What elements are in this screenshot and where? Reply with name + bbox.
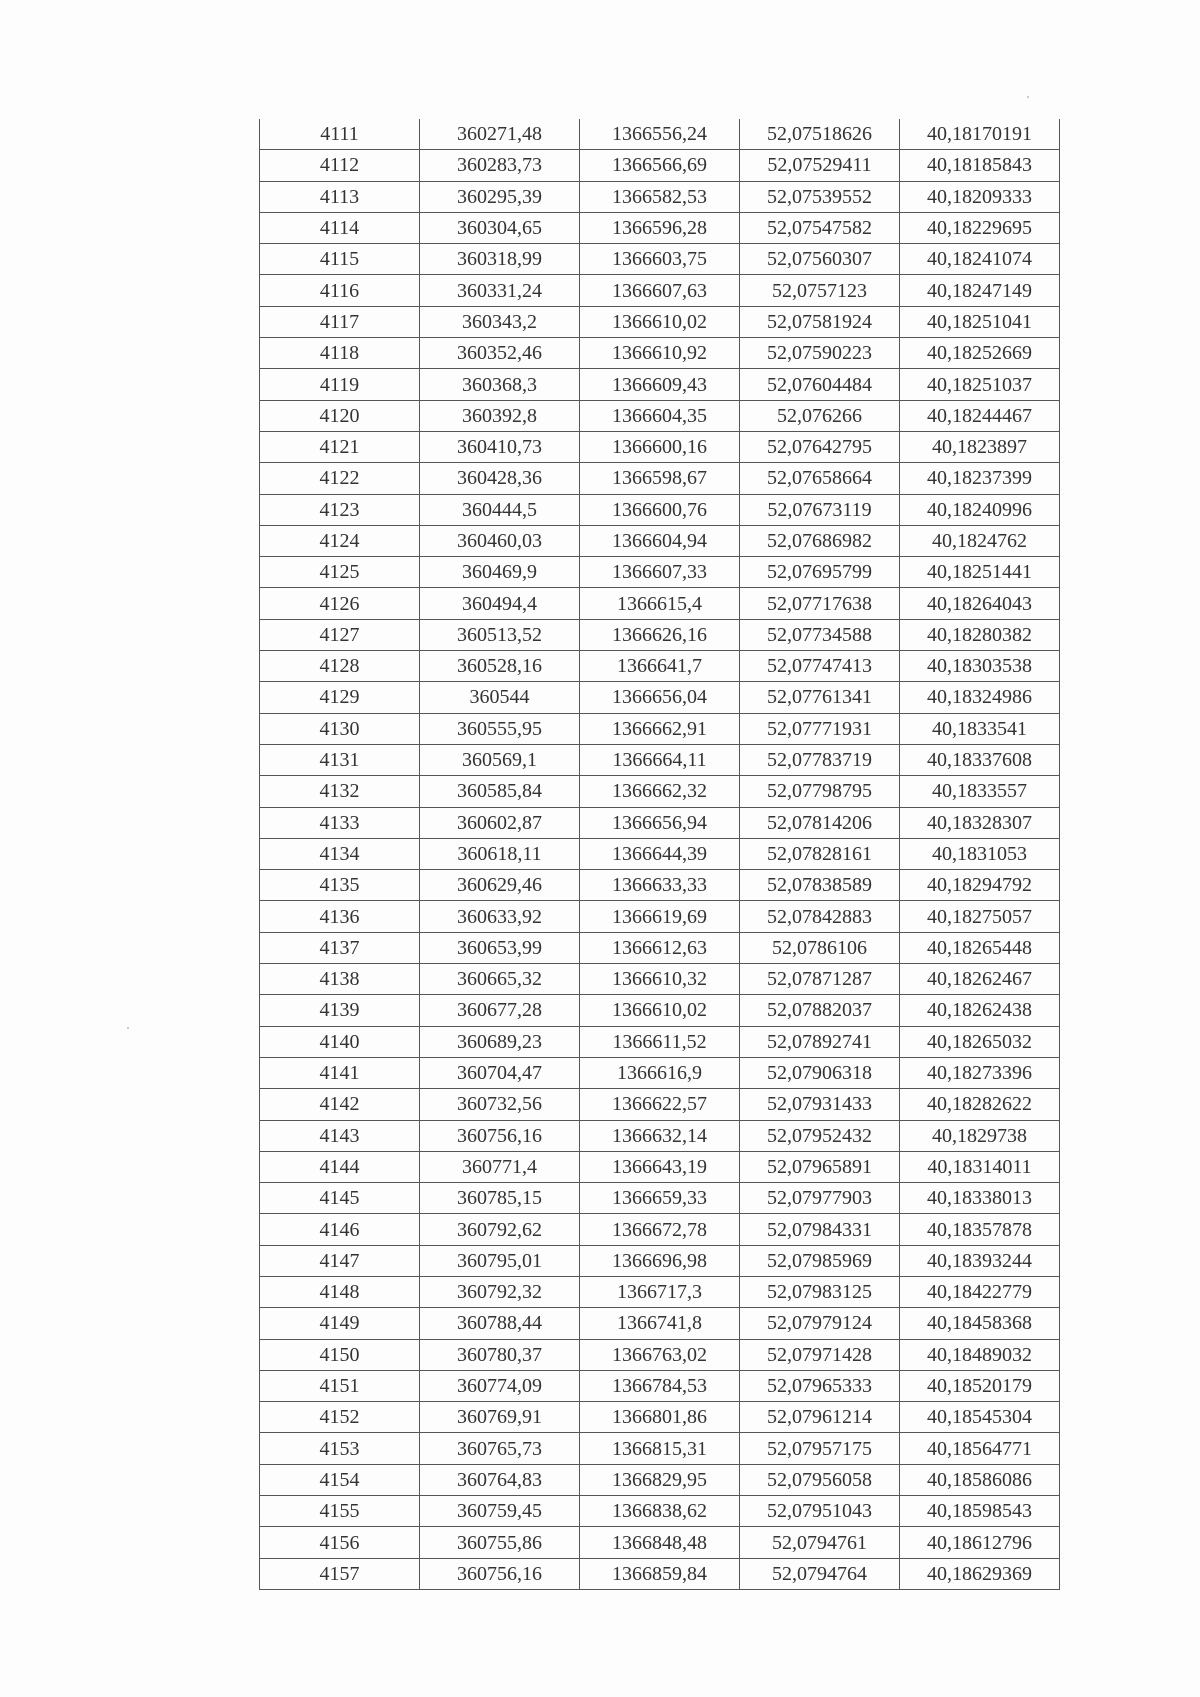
point-number-cell: 4145 — [260, 1183, 420, 1214]
table-row — [260, 807, 1060, 838]
x-coordinate-cell: 360618,11 — [420, 838, 580, 869]
point-number-cell: 4137 — [260, 932, 420, 963]
table-row — [260, 494, 1060, 525]
longitude-cell: 40,1831053 — [900, 838, 1060, 869]
x-coordinate-cell: 360304,65 — [420, 212, 580, 243]
latitude-cell: 52,07642795 — [740, 431, 900, 462]
y-coordinate-cell: 1366611,52 — [580, 1026, 740, 1057]
point-number-cell: 4143 — [260, 1120, 420, 1151]
x-coordinate-cell: 360732,56 — [420, 1089, 580, 1120]
y-coordinate-cell: 1366626,16 — [580, 619, 740, 650]
point-number-cell: 4121 — [260, 431, 420, 462]
table-row — [260, 1151, 1060, 1182]
x-coordinate-cell: 360765,73 — [420, 1433, 580, 1464]
table-row — [260, 463, 1060, 494]
longitude-cell: 40,18612796 — [900, 1527, 1060, 1558]
x-coordinate-cell: 360785,15 — [420, 1183, 580, 1214]
latitude-cell: 52,07581924 — [740, 306, 900, 337]
point-number-cell: 4113 — [260, 181, 420, 212]
longitude-cell: 40,18240996 — [900, 494, 1060, 525]
longitude-cell: 40,18241074 — [900, 244, 1060, 275]
point-number-cell: 4127 — [260, 619, 420, 650]
x-coordinate-cell: 360271,48 — [420, 119, 580, 150]
latitude-cell: 52,07814206 — [740, 807, 900, 838]
x-coordinate-cell: 360513,52 — [420, 619, 580, 650]
y-coordinate-cell: 1366815,31 — [580, 1433, 740, 1464]
table-row — [260, 338, 1060, 369]
x-coordinate-cell: 360792,32 — [420, 1276, 580, 1307]
longitude-cell: 40,18170191 — [900, 119, 1060, 150]
longitude-cell: 40,18275057 — [900, 901, 1060, 932]
longitude-cell: 40,18251037 — [900, 369, 1060, 400]
y-coordinate-cell: 1366600,76 — [580, 494, 740, 525]
table-row — [260, 995, 1060, 1026]
y-coordinate-cell: 1366643,19 — [580, 1151, 740, 1182]
point-number-cell: 4150 — [260, 1339, 420, 1370]
longitude-cell: 40,18209333 — [900, 181, 1060, 212]
longitude-cell: 40,18282622 — [900, 1089, 1060, 1120]
y-coordinate-cell: 1366607,33 — [580, 557, 740, 588]
longitude-cell: 40,18262467 — [900, 964, 1060, 995]
y-coordinate-cell: 1366656,04 — [580, 682, 740, 713]
longitude-cell: 40,18337608 — [900, 744, 1060, 775]
y-coordinate-cell: 1366596,28 — [580, 212, 740, 243]
latitude-cell: 52,0786106 — [740, 932, 900, 963]
latitude-cell: 52,07977903 — [740, 1183, 900, 1214]
latitude-cell: 52,07547582 — [740, 212, 900, 243]
y-coordinate-cell: 1366582,53 — [580, 181, 740, 212]
latitude-cell: 52,07882037 — [740, 995, 900, 1026]
y-coordinate-cell: 1366600,16 — [580, 431, 740, 462]
table-row — [260, 181, 1060, 212]
table-row — [260, 1496, 1060, 1527]
point-number-cell: 4119 — [260, 369, 420, 400]
table-row — [260, 1183, 1060, 1214]
x-coordinate-cell: 360759,45 — [420, 1496, 580, 1527]
longitude-cell: 40,18545304 — [900, 1402, 1060, 1433]
x-coordinate-cell: 360755,86 — [420, 1527, 580, 1558]
x-coordinate-cell: 360569,1 — [420, 744, 580, 775]
longitude-cell: 40,1823897 — [900, 431, 1060, 462]
y-coordinate-cell: 1366598,67 — [580, 463, 740, 494]
latitude-cell: 52,07590223 — [740, 338, 900, 369]
longitude-cell: 40,18598543 — [900, 1496, 1060, 1527]
latitude-cell: 52,07931433 — [740, 1089, 900, 1120]
y-coordinate-cell: 1366622,57 — [580, 1089, 740, 1120]
table-row — [260, 1402, 1060, 1433]
point-number-cell: 4136 — [260, 901, 420, 932]
latitude-cell: 52,07529411 — [740, 150, 900, 181]
y-coordinate-cell: 1366664,11 — [580, 744, 740, 775]
y-coordinate-cell: 1366656,94 — [580, 807, 740, 838]
y-coordinate-cell: 1366619,69 — [580, 901, 740, 932]
point-number-cell: 4129 — [260, 682, 420, 713]
latitude-cell: 52,07747413 — [740, 651, 900, 682]
x-coordinate-cell: 360653,99 — [420, 932, 580, 963]
latitude-cell: 52,07673119 — [740, 494, 900, 525]
latitude-cell: 52,07906318 — [740, 1057, 900, 1088]
latitude-cell: 52,07828161 — [740, 838, 900, 869]
y-coordinate-cell: 1366848,48 — [580, 1527, 740, 1558]
table-row — [260, 400, 1060, 431]
x-coordinate-cell: 360343,2 — [420, 306, 580, 337]
point-number-cell: 4134 — [260, 838, 420, 869]
x-coordinate-cell: 360633,92 — [420, 901, 580, 932]
latitude-cell: 52,0794761 — [740, 1527, 900, 1558]
latitude-cell: 52,07695799 — [740, 557, 900, 588]
x-coordinate-cell: 360769,91 — [420, 1402, 580, 1433]
point-number-cell: 4144 — [260, 1151, 420, 1182]
coordinates-table — [259, 119, 1060, 1590]
latitude-cell: 52,076266 — [740, 400, 900, 431]
x-coordinate-cell: 360788,44 — [420, 1308, 580, 1339]
latitude-cell: 52,07717638 — [740, 588, 900, 619]
latitude-cell: 52,07518626 — [740, 119, 900, 150]
longitude-cell: 40,18273396 — [900, 1057, 1060, 1088]
table-row — [260, 1370, 1060, 1401]
point-number-cell: 4138 — [260, 964, 420, 995]
table-row — [260, 838, 1060, 869]
x-coordinate-cell: 360392,8 — [420, 400, 580, 431]
latitude-cell: 52,07871287 — [740, 964, 900, 995]
table-row — [260, 776, 1060, 807]
longitude-cell: 40,18393244 — [900, 1245, 1060, 1276]
point-number-cell: 4117 — [260, 306, 420, 337]
longitude-cell: 40,18251041 — [900, 306, 1060, 337]
point-number-cell: 4131 — [260, 744, 420, 775]
point-number-cell: 4147 — [260, 1245, 420, 1276]
y-coordinate-cell: 1366838,62 — [580, 1496, 740, 1527]
point-number-cell: 4130 — [260, 713, 420, 744]
x-coordinate-cell: 360368,3 — [420, 369, 580, 400]
point-number-cell: 4135 — [260, 870, 420, 901]
point-number-cell: 4112 — [260, 150, 420, 181]
latitude-cell: 52,07771931 — [740, 713, 900, 744]
longitude-cell: 40,18280382 — [900, 619, 1060, 650]
latitude-cell: 52,07842883 — [740, 901, 900, 932]
point-number-cell: 4152 — [260, 1402, 420, 1433]
x-coordinate-cell: 360585,84 — [420, 776, 580, 807]
longitude-cell: 40,18185843 — [900, 150, 1060, 181]
table-row — [260, 1120, 1060, 1151]
point-number-cell: 4155 — [260, 1496, 420, 1527]
point-number-cell: 4156 — [260, 1527, 420, 1558]
x-coordinate-cell: 360352,46 — [420, 338, 580, 369]
table-row — [260, 1464, 1060, 1495]
table-row — [260, 1026, 1060, 1057]
x-coordinate-cell: 360469,9 — [420, 557, 580, 588]
point-number-cell: 4111 — [260, 119, 420, 150]
y-coordinate-cell: 1366784,53 — [580, 1370, 740, 1401]
longitude-cell: 40,18520179 — [900, 1370, 1060, 1401]
latitude-cell: 52,07686982 — [740, 525, 900, 556]
longitude-cell: 40,18265448 — [900, 932, 1060, 963]
table-row — [260, 369, 1060, 400]
longitude-cell: 40,18237399 — [900, 463, 1060, 494]
point-number-cell: 4153 — [260, 1433, 420, 1464]
table-row — [260, 588, 1060, 619]
x-coordinate-cell: 360774,09 — [420, 1370, 580, 1401]
y-coordinate-cell: 1366556,24 — [580, 119, 740, 150]
longitude-cell: 40,18338013 — [900, 1183, 1060, 1214]
y-coordinate-cell: 1366696,98 — [580, 1245, 740, 1276]
point-number-cell: 4157 — [260, 1558, 420, 1589]
table-row — [260, 1433, 1060, 1464]
longitude-cell: 40,18489032 — [900, 1339, 1060, 1370]
table-row — [260, 1214, 1060, 1245]
latitude-cell: 52,07984331 — [740, 1214, 900, 1245]
longitude-cell: 40,18244467 — [900, 400, 1060, 431]
x-coordinate-cell: 360528,16 — [420, 651, 580, 682]
longitude-cell: 40,18314011 — [900, 1151, 1060, 1182]
latitude-cell: 52,0757123 — [740, 275, 900, 306]
latitude-cell: 52,07539552 — [740, 181, 900, 212]
scan-speck — [127, 1027, 129, 1029]
x-coordinate-cell: 360460,03 — [420, 525, 580, 556]
y-coordinate-cell: 1366717,3 — [580, 1276, 740, 1307]
x-coordinate-cell: 360283,73 — [420, 150, 580, 181]
y-coordinate-cell: 1366616,9 — [580, 1057, 740, 1088]
x-coordinate-cell: 360665,32 — [420, 964, 580, 995]
x-coordinate-cell: 360689,23 — [420, 1026, 580, 1057]
table-row — [260, 1308, 1060, 1339]
latitude-cell: 52,07979124 — [740, 1308, 900, 1339]
x-coordinate-cell: 360602,87 — [420, 807, 580, 838]
y-coordinate-cell: 1366662,91 — [580, 713, 740, 744]
latitude-cell: 52,07965333 — [740, 1370, 900, 1401]
table-row — [260, 1089, 1060, 1120]
point-number-cell: 4114 — [260, 212, 420, 243]
latitude-cell: 52,07658664 — [740, 463, 900, 494]
x-coordinate-cell: 360771,4 — [420, 1151, 580, 1182]
y-coordinate-cell: 1366829,95 — [580, 1464, 740, 1495]
longitude-cell: 40,18303538 — [900, 651, 1060, 682]
latitude-cell: 52,07951043 — [740, 1496, 900, 1527]
longitude-cell: 40,18252669 — [900, 338, 1060, 369]
point-number-cell: 4141 — [260, 1057, 420, 1088]
y-coordinate-cell: 1366610,32 — [580, 964, 740, 995]
longitude-cell: 40,18564771 — [900, 1433, 1060, 1464]
latitude-cell: 52,07952432 — [740, 1120, 900, 1151]
longitude-cell: 40,18251441 — [900, 557, 1060, 588]
y-coordinate-cell: 1366603,75 — [580, 244, 740, 275]
table-row — [260, 964, 1060, 995]
y-coordinate-cell: 1366632,14 — [580, 1120, 740, 1151]
y-coordinate-cell: 1366672,78 — [580, 1214, 740, 1245]
y-coordinate-cell: 1366659,33 — [580, 1183, 740, 1214]
latitude-cell: 52,0794764 — [740, 1558, 900, 1589]
y-coordinate-cell: 1366801,86 — [580, 1402, 740, 1433]
longitude-cell: 40,18247149 — [900, 275, 1060, 306]
latitude-cell: 52,07965891 — [740, 1151, 900, 1182]
latitude-cell: 52,07961214 — [740, 1402, 900, 1433]
point-number-cell: 4120 — [260, 400, 420, 431]
point-number-cell: 4148 — [260, 1276, 420, 1307]
point-number-cell: 4140 — [260, 1026, 420, 1057]
x-coordinate-cell: 360756,16 — [420, 1120, 580, 1151]
scan-speck — [1027, 96, 1029, 98]
x-coordinate-cell: 360756,16 — [420, 1558, 580, 1589]
x-coordinate-cell: 360780,37 — [420, 1339, 580, 1370]
x-coordinate-cell: 360428,36 — [420, 463, 580, 494]
table-row — [260, 901, 1060, 932]
y-coordinate-cell: 1366633,33 — [580, 870, 740, 901]
point-number-cell: 4154 — [260, 1464, 420, 1495]
x-coordinate-cell: 360677,28 — [420, 995, 580, 1026]
longitude-cell: 40,18328307 — [900, 807, 1060, 838]
point-number-cell: 4126 — [260, 588, 420, 619]
table-row — [260, 150, 1060, 181]
latitude-cell: 52,07985969 — [740, 1245, 900, 1276]
table-row — [260, 525, 1060, 556]
y-coordinate-cell: 1366644,39 — [580, 838, 740, 869]
y-coordinate-cell: 1366859,84 — [580, 1558, 740, 1589]
table-row — [260, 651, 1060, 682]
point-number-cell: 4116 — [260, 275, 420, 306]
table-row — [260, 1558, 1060, 1589]
coordinates-table-body — [260, 119, 1060, 1589]
y-coordinate-cell: 1366763,02 — [580, 1339, 740, 1370]
y-coordinate-cell: 1366604,94 — [580, 525, 740, 556]
x-coordinate-cell: 360764,83 — [420, 1464, 580, 1495]
point-number-cell: 4123 — [260, 494, 420, 525]
latitude-cell: 52,07956058 — [740, 1464, 900, 1495]
latitude-cell: 52,07971428 — [740, 1339, 900, 1370]
x-coordinate-cell: 360704,47 — [420, 1057, 580, 1088]
x-coordinate-cell: 360795,01 — [420, 1245, 580, 1276]
y-coordinate-cell: 1366610,02 — [580, 995, 740, 1026]
y-coordinate-cell: 1366607,63 — [580, 275, 740, 306]
point-number-cell: 4125 — [260, 557, 420, 588]
x-coordinate-cell: 360410,73 — [420, 431, 580, 462]
point-number-cell: 4139 — [260, 995, 420, 1026]
y-coordinate-cell: 1366610,02 — [580, 306, 740, 337]
table-row — [260, 306, 1060, 337]
latitude-cell: 52,07761341 — [740, 682, 900, 713]
y-coordinate-cell: 1366741,8 — [580, 1308, 740, 1339]
latitude-cell: 52,07892741 — [740, 1026, 900, 1057]
longitude-cell: 40,18422779 — [900, 1276, 1060, 1307]
y-coordinate-cell: 1366566,69 — [580, 150, 740, 181]
latitude-cell: 52,07560307 — [740, 244, 900, 275]
table-row — [260, 1276, 1060, 1307]
latitude-cell: 52,07983125 — [740, 1276, 900, 1307]
x-coordinate-cell: 360444,5 — [420, 494, 580, 525]
latitude-cell: 52,07798795 — [740, 776, 900, 807]
table-row — [260, 1057, 1060, 1088]
longitude-cell: 40,18264043 — [900, 588, 1060, 619]
table-row — [260, 275, 1060, 306]
x-coordinate-cell: 360295,39 — [420, 181, 580, 212]
latitude-cell: 52,07957175 — [740, 1433, 900, 1464]
y-coordinate-cell: 1366609,43 — [580, 369, 740, 400]
x-coordinate-cell: 360792,62 — [420, 1214, 580, 1245]
longitude-cell: 40,18458368 — [900, 1308, 1060, 1339]
x-coordinate-cell: 360318,99 — [420, 244, 580, 275]
y-coordinate-cell: 1366615,4 — [580, 588, 740, 619]
longitude-cell: 40,1833557 — [900, 776, 1060, 807]
table-row — [260, 870, 1060, 901]
longitude-cell: 40,18229695 — [900, 212, 1060, 243]
x-coordinate-cell: 360494,4 — [420, 588, 580, 619]
table-row — [260, 1527, 1060, 1558]
x-coordinate-cell: 360555,95 — [420, 713, 580, 744]
longitude-cell: 40,18265032 — [900, 1026, 1060, 1057]
longitude-cell: 40,18262438 — [900, 995, 1060, 1026]
y-coordinate-cell: 1366612,63 — [580, 932, 740, 963]
point-number-cell: 4122 — [260, 463, 420, 494]
table-row — [260, 557, 1060, 588]
x-coordinate-cell: 360331,24 — [420, 275, 580, 306]
point-number-cell: 4149 — [260, 1308, 420, 1339]
point-number-cell: 4133 — [260, 807, 420, 838]
latitude-cell: 52,07783719 — [740, 744, 900, 775]
point-number-cell: 4115 — [260, 244, 420, 275]
longitude-cell: 40,1824762 — [900, 525, 1060, 556]
table-row — [260, 119, 1060, 150]
table-row — [260, 431, 1060, 462]
point-number-cell: 4151 — [260, 1370, 420, 1401]
longitude-cell: 40,1829738 — [900, 1120, 1060, 1151]
y-coordinate-cell: 1366662,32 — [580, 776, 740, 807]
point-number-cell: 4118 — [260, 338, 420, 369]
table-row — [260, 244, 1060, 275]
longitude-cell: 40,18324986 — [900, 682, 1060, 713]
y-coordinate-cell: 1366604,35 — [580, 400, 740, 431]
point-number-cell: 4146 — [260, 1214, 420, 1245]
table-row — [260, 1245, 1060, 1276]
x-coordinate-cell: 360629,46 — [420, 870, 580, 901]
point-number-cell: 4132 — [260, 776, 420, 807]
x-coordinate-cell: 360544 — [420, 682, 580, 713]
table-row — [260, 619, 1060, 650]
latitude-cell: 52,07838589 — [740, 870, 900, 901]
latitude-cell: 52,07604484 — [740, 369, 900, 400]
table-row — [260, 744, 1060, 775]
point-number-cell: 4128 — [260, 651, 420, 682]
table-row — [260, 713, 1060, 744]
point-number-cell: 4142 — [260, 1089, 420, 1120]
y-coordinate-cell: 1366610,92 — [580, 338, 740, 369]
y-coordinate-cell: 1366641,7 — [580, 651, 740, 682]
table-row — [260, 212, 1060, 243]
longitude-cell: 40,18294792 — [900, 870, 1060, 901]
table-row — [260, 1339, 1060, 1370]
table-row — [260, 682, 1060, 713]
longitude-cell: 40,18357878 — [900, 1214, 1060, 1245]
table-row — [260, 932, 1060, 963]
longitude-cell: 40,1833541 — [900, 713, 1060, 744]
point-number-cell: 4124 — [260, 525, 420, 556]
latitude-cell: 52,07734588 — [740, 619, 900, 650]
longitude-cell: 40,18629369 — [900, 1558, 1060, 1589]
longitude-cell: 40,18586086 — [900, 1464, 1060, 1495]
